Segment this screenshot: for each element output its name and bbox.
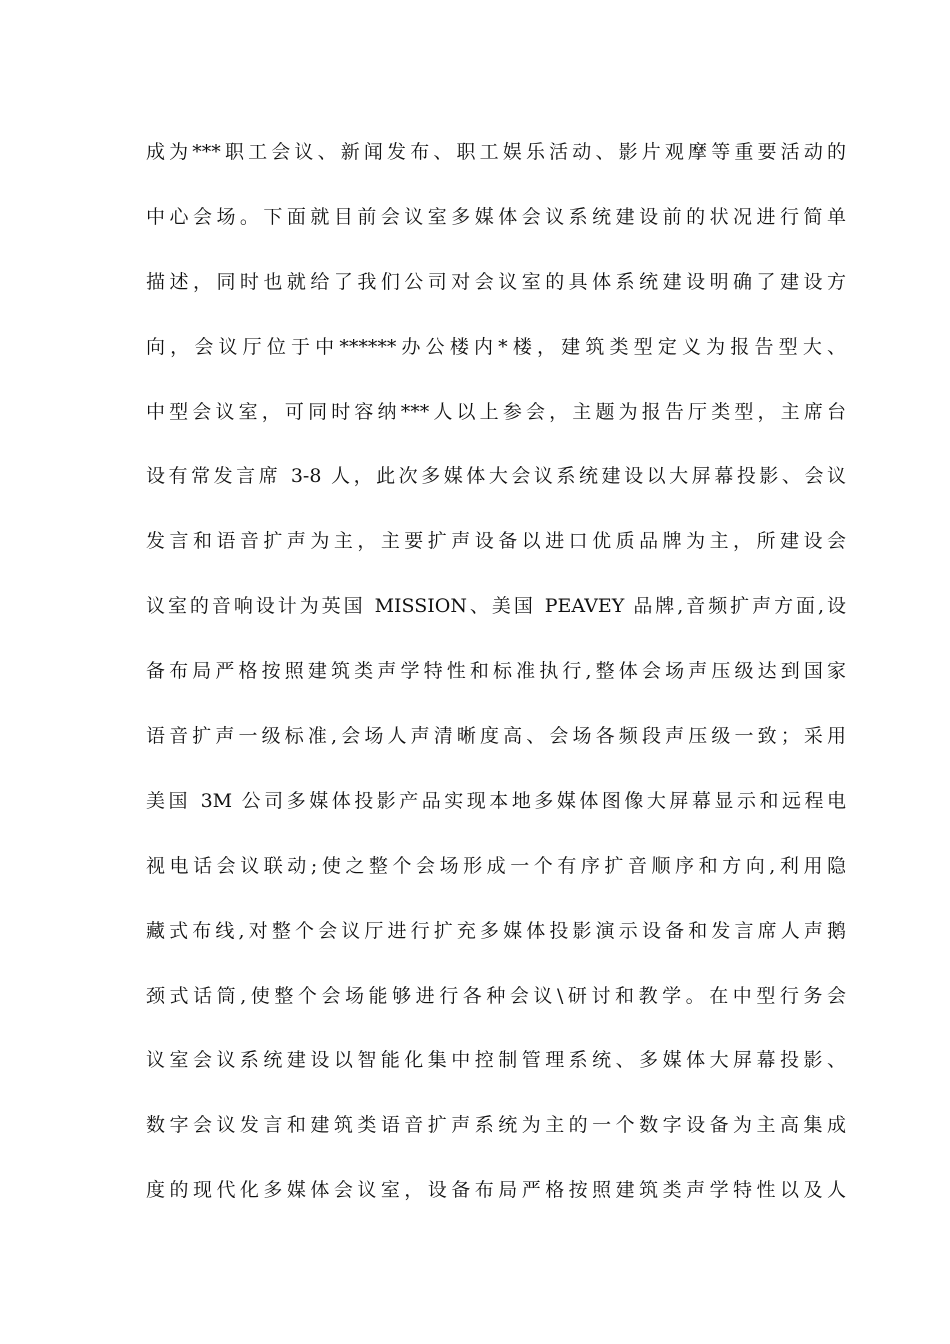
text-line: 中型会议室，可同时容纳***人以上参会，主题为报告厅类型，主席台 bbox=[146, 400, 846, 423]
text-line: 向，会议厅位于中******办公楼内*楼，建筑类型定义为报告型大、 bbox=[146, 335, 846, 358]
text-line: 数字会议发言和建筑类语音扩声系统为主的一个数字设备为主高集成 bbox=[146, 1114, 846, 1137]
text-line: 成为***职工会议、新闻发布、职工娱乐活动、影片观摩等重要活动的 bbox=[146, 141, 846, 163]
text-line: 描述，同时也就给了我们公司对会议室的具体系统建设明确了建设方 bbox=[146, 270, 846, 293]
text-line: 发言和语音扩声为主，主要扩声设备以进口优质品牌为主，所建设会 bbox=[146, 530, 846, 553]
text-line: 中心会场。下面就目前会议室多媒体会议系统建设前的状况进行简单 bbox=[146, 205, 846, 228]
text-line: 备布局严格按照建筑类声学特性和标准执行,整体会场声压级达到国家 bbox=[146, 660, 846, 683]
body-paragraph bbox=[146, 130, 846, 1233]
text-line: 藏式布线,对整个会议厅进行扩充多媒体投影演示设备和发言席人声鹅 bbox=[146, 919, 846, 942]
text-line: 视电话会议联动;使之整个会场形成一个有序扩音顺序和方向,利用隐 bbox=[146, 854, 846, 877]
text-line: 颈式话筒,使整个会场能够进行各种会议\研讨和教学。在中型行务会 bbox=[146, 984, 846, 1007]
text-line: 语音扩声一级标准,会场人声清晰度高、会场各频段声压级一致；采用 bbox=[146, 725, 846, 748]
text-line: 议室会议系统建设以智能化集中控制管理系统、多媒体大屏幕投影、 bbox=[146, 1049, 846, 1072]
text-line: 议室的音响设计为英国 MISSION、美国 PEAVEY 品牌,音频扩声方面,设 bbox=[146, 595, 846, 618]
text-line: 设有常发言席 3-8 人，此次多媒体大会议系统建设以大屏幕投影、会议 bbox=[146, 465, 846, 488]
text-line: 美国 3M 公司多媒体投影产品实现本地多媒体图像大屏幕显示和远程电 bbox=[146, 789, 846, 812]
text-line: 度的现代化多媒体会议室，设备布局严格按照建筑类声学特性以及人 bbox=[146, 1179, 846, 1202]
